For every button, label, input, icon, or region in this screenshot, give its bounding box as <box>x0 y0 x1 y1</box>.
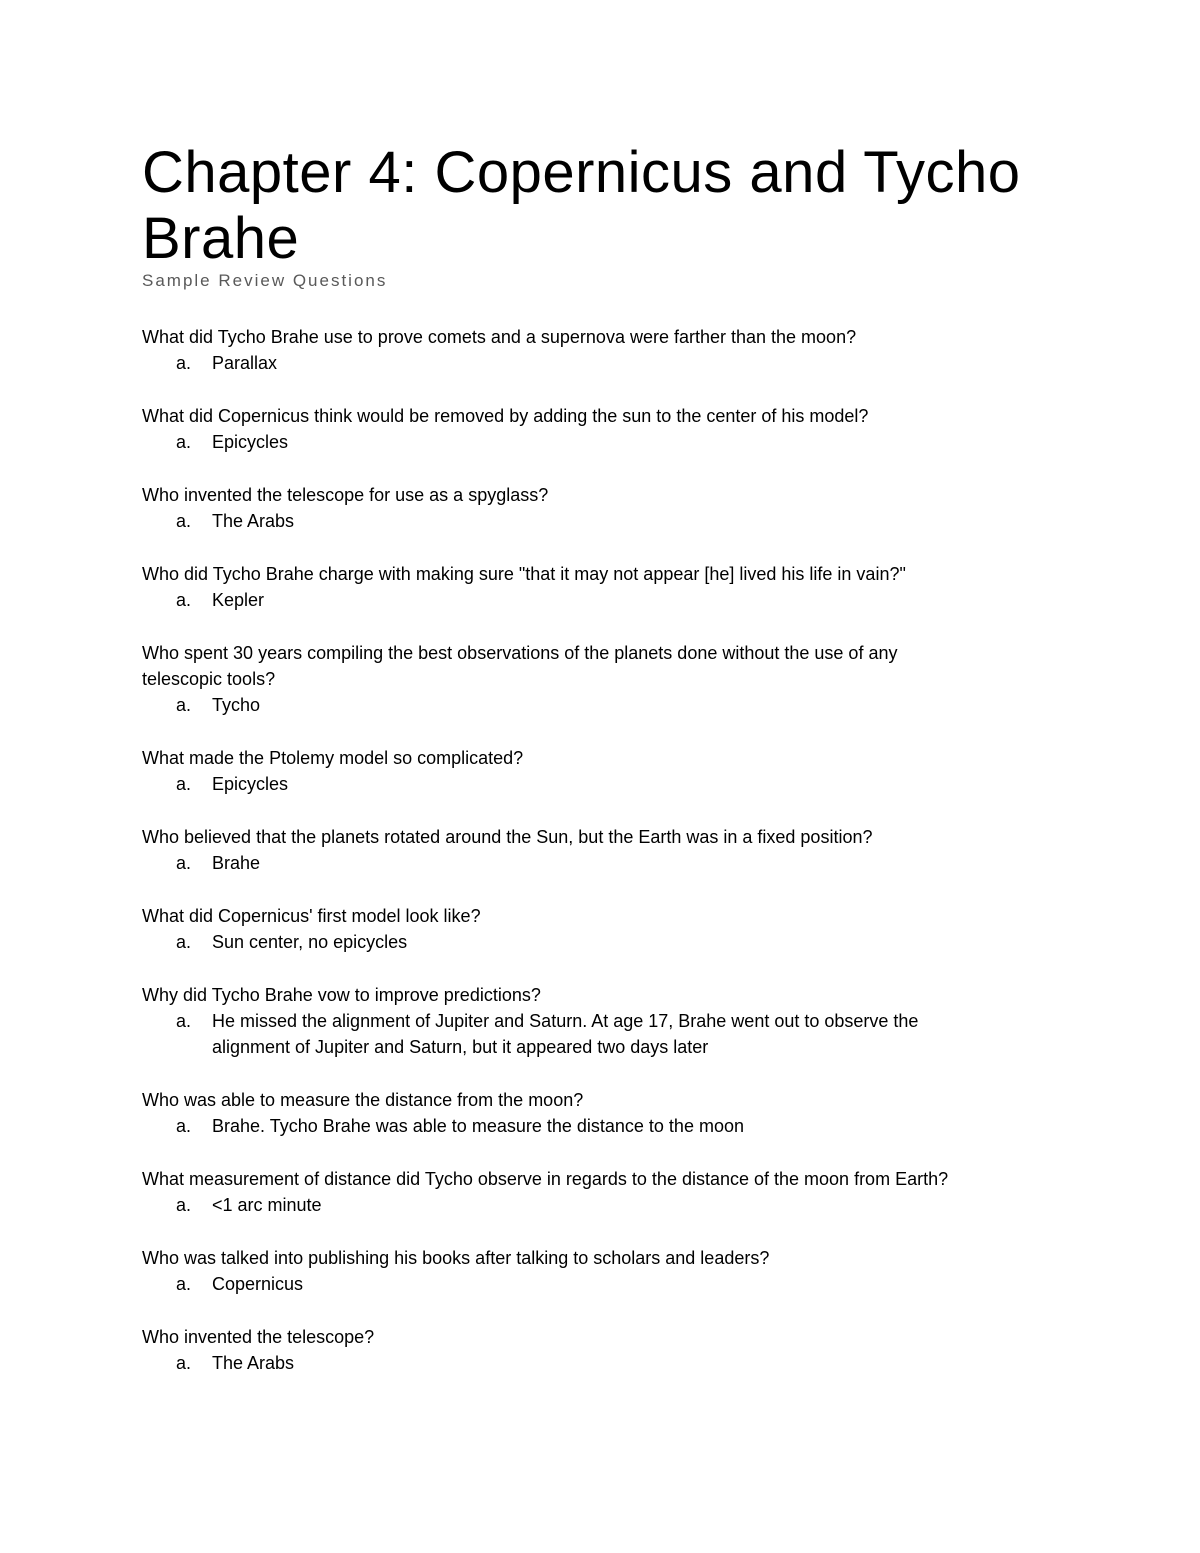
answer-text: <1 arc minute <box>212 1195 322 1215</box>
answer <box>142 508 1062 534</box>
question-text: Who was able to measure the distance from the moon? <box>142 1090 584 1110</box>
answer-label: a. <box>176 853 192 873</box>
answer-text: The Arabs <box>212 1353 295 1373</box>
answer-label: a. <box>176 1195 192 1215</box>
question-block <box>142 324 1062 376</box>
question-block <box>142 403 1062 455</box>
question-text: Who invented the telescope for use as a spyglass? <box>142 485 549 505</box>
question-text: What made the Ptolemy model so complicated? <box>142 748 524 768</box>
subtitle: Sample Review Questions <box>142 271 388 290</box>
question-text: Who believed that the planets rotated around the Sun, but the Earth was in a fixed position? <box>142 827 873 847</box>
answer <box>142 350 1062 376</box>
question-text: Who invented the telescope? <box>142 1327 375 1347</box>
question-block <box>142 561 1062 613</box>
answer-text: The Arabs <box>212 511 295 531</box>
answer <box>142 1350 1062 1376</box>
answer-label: a. <box>176 353 192 373</box>
question-text: What did Copernicus think would be removed by adding the sun to the center of his model? <box>142 406 869 426</box>
answer-text: Copernicus <box>212 1274 304 1294</box>
answer-label: a. <box>176 932 192 952</box>
answer-label: a. <box>176 1274 192 1294</box>
answer-text: He missed the alignment of Jupiter and Saturn. At age 17, Brahe went out to observe the <box>212 1011 919 1031</box>
question-block <box>142 1324 1062 1376</box>
answer-label: a. <box>176 695 192 715</box>
answer-label: a. <box>176 1011 192 1031</box>
answer-label: a. <box>176 1353 192 1373</box>
answer <box>142 850 1062 876</box>
answer-text: Epicycles <box>212 774 289 794</box>
title-line: Chapter 4: Copernicus and Tycho <box>142 140 1021 205</box>
answer <box>142 692 1062 718</box>
question-block <box>142 640 1062 718</box>
question-text: What did Tycho Brahe use to prove comets and a supernova were farther than the moon? <box>142 327 857 347</box>
answer-label: a. <box>176 1116 192 1136</box>
question-block <box>142 903 1062 955</box>
answer <box>142 587 1062 613</box>
answer <box>142 1008 1062 1060</box>
answer-text: Epicycles <box>212 432 289 452</box>
question-text: Who was talked into publishing his books after talking to scholars and leaders? <box>142 1248 770 1268</box>
answer-text: Brahe. Tycho Brahe was able to measure the distance to the moon <box>212 1116 744 1136</box>
answer <box>142 929 1062 955</box>
answer-label: a. <box>176 432 192 452</box>
answer-text: Sun center, no epicycles <box>212 932 408 952</box>
question-block <box>142 1245 1062 1297</box>
question-text: telescopic tools? <box>142 669 276 689</box>
answer <box>142 1113 1062 1139</box>
page-title <box>142 140 1102 272</box>
title-line: Brahe <box>142 206 300 271</box>
question-text: Who did Tycho Brahe charge with making sure "that it may not appear [he] lived his life in vain?" <box>142 564 906 584</box>
answer-text: alignment of Jupiter and Saturn, but it appeared two days later <box>212 1037 709 1057</box>
answer-label: a. <box>176 511 192 531</box>
question-text: Why did Tycho Brahe vow to improve predictions? <box>142 985 541 1005</box>
answer-label: a. <box>176 774 192 794</box>
answer-text: Brahe <box>212 853 261 873</box>
answer-label: a. <box>176 590 192 610</box>
answer <box>142 1192 1062 1218</box>
question-block <box>142 745 1062 797</box>
question-block <box>142 482 1062 534</box>
question-text: What did Copernicus' first model look like? <box>142 906 481 926</box>
answer-text: Parallax <box>212 353 278 373</box>
answer <box>142 771 1062 797</box>
question-text: What measurement of distance did Tycho observe in regards to the distance of the moon from Earth? <box>142 1169 949 1189</box>
answer-text: Kepler <box>212 590 265 610</box>
answer-text: Tycho <box>212 695 261 715</box>
answer <box>142 1271 1062 1297</box>
question-block <box>142 1087 1062 1139</box>
answer <box>142 429 1062 455</box>
question-block <box>142 1166 1062 1218</box>
question-block <box>142 982 1062 1060</box>
question-block <box>142 824 1062 876</box>
question-list <box>142 324 1062 1403</box>
question-text: Who spent 30 years compiling the best observations of the planets done without the use of any <box>142 643 898 663</box>
